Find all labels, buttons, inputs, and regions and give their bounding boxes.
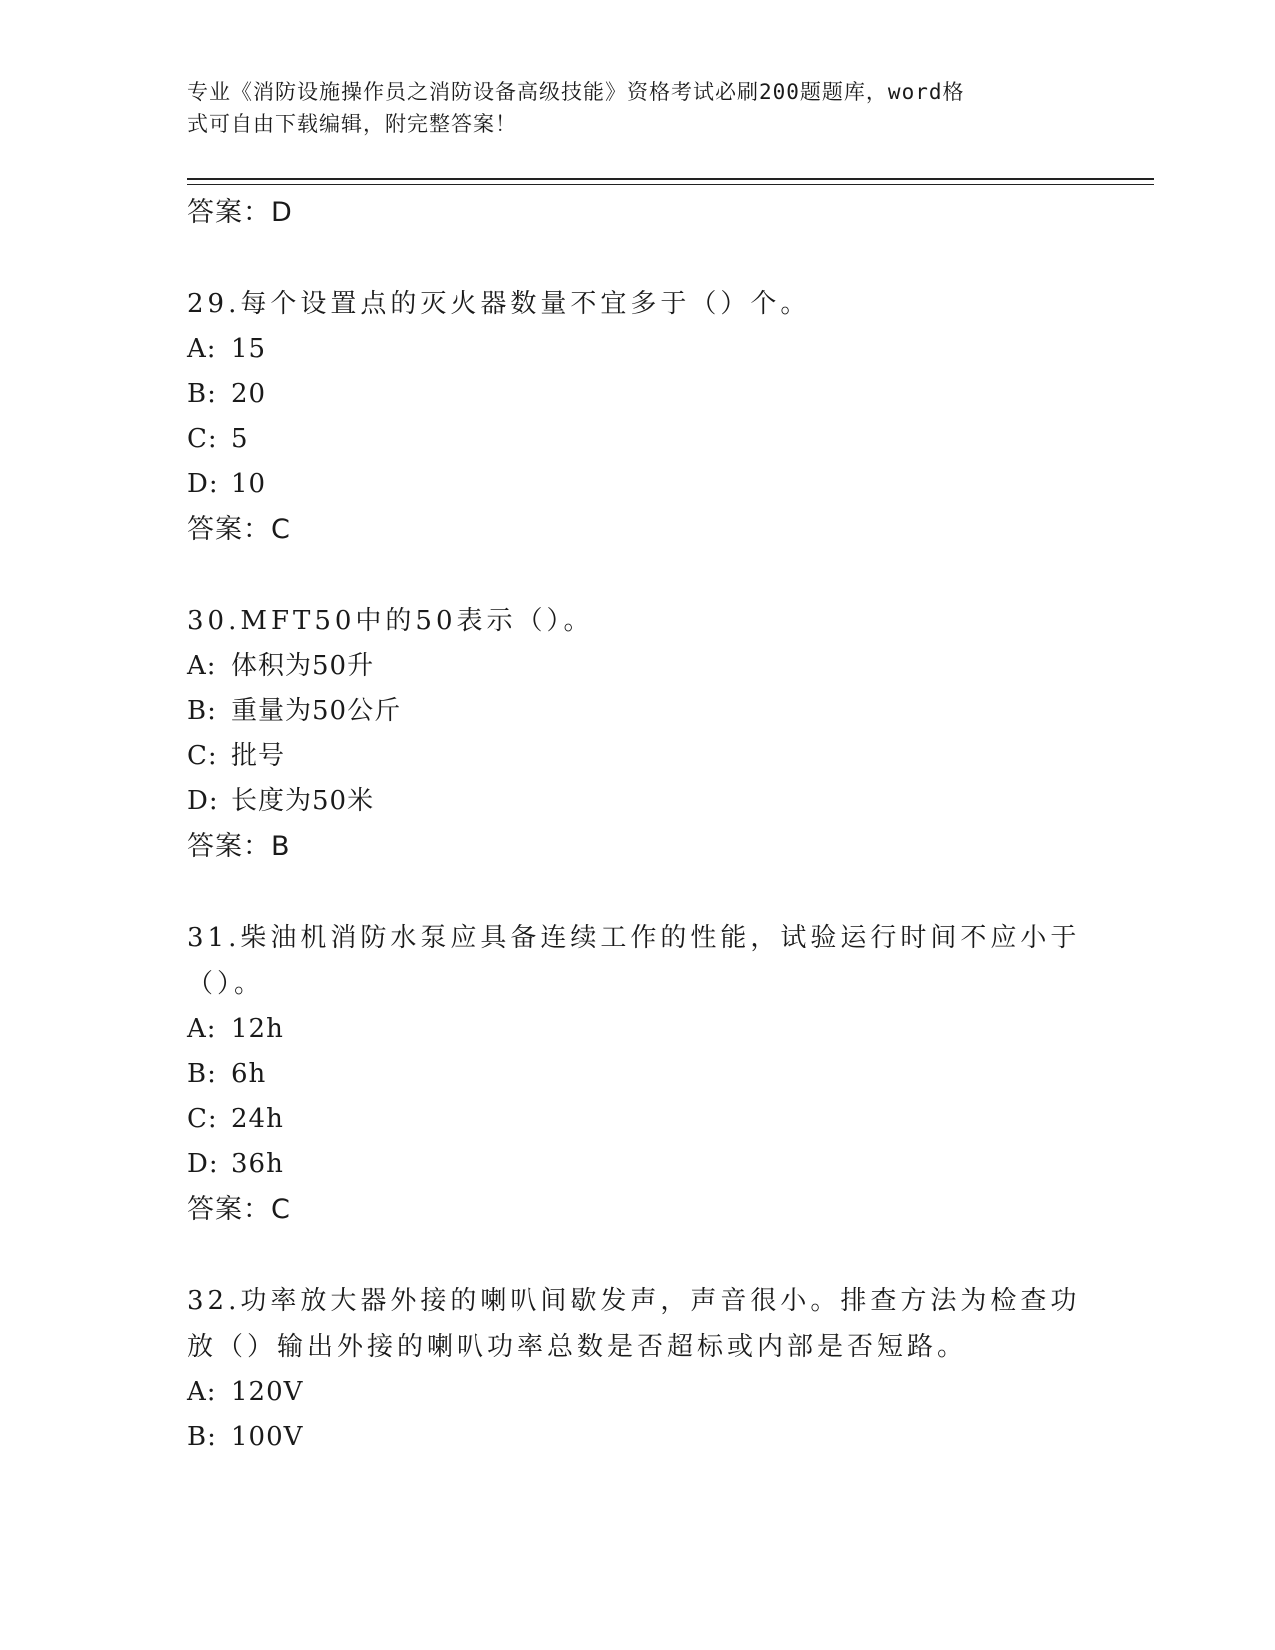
option-d	[187, 462, 1087, 507]
option-label: B:	[187, 1422, 217, 1452]
option-a	[187, 1007, 1087, 1052]
question-text: 30.MFT50中的50表示（）。	[187, 606, 594, 636]
option-b	[187, 1052, 1087, 1097]
option-c	[187, 417, 1087, 462]
header-line-2: 式可自由下载编辑，附完整答案！	[187, 112, 517, 136]
option-d	[187, 779, 1087, 824]
option-text: 12h	[231, 1014, 284, 1044]
option-label: C:	[187, 1104, 218, 1134]
spacer	[187, 870, 1087, 915]
header-divider	[187, 178, 1154, 180]
option-text: 36h	[231, 1149, 284, 1179]
option-a	[187, 1370, 1087, 1415]
question-text: 29.每个设置点的灭火器数量不宜多于（）个。	[187, 289, 811, 319]
option-d	[187, 1142, 1087, 1187]
option-text: 24h	[231, 1104, 284, 1134]
header-line-1: 专业《消防设施操作员之消防设备高级技能》资格考试必刷200题题库，word格	[187, 80, 965, 104]
option-label: A:	[187, 651, 217, 681]
option-label: B:	[187, 1059, 217, 1089]
option-text: 体积为50升	[231, 651, 375, 681]
question-text: 31.柴油机消防水泵应具备连续工作的性能，试验运行时间不应小于（）。	[187, 923, 1081, 999]
option-a	[187, 644, 1087, 689]
option-text: 长度为50米	[231, 786, 375, 816]
question-text: 32.功率放大器外接的喇叭间歇发声，声音很小。排查方法为检查功放（）输出外接的喇叭功率总数是否超标或内部是否短路。	[187, 1286, 1081, 1362]
spacer	[187, 1233, 1087, 1278]
answer-line: 答案：C	[187, 514, 291, 545]
option-text: 批号	[231, 741, 286, 771]
option-text: 5	[231, 424, 249, 454]
option-label: B:	[187, 696, 217, 726]
option-label: C:	[187, 741, 218, 771]
header-divider-thin	[187, 184, 1154, 185]
question-block	[187, 598, 1087, 870]
option-label: A:	[187, 334, 217, 364]
previous-answer: 答案：D	[187, 197, 293, 228]
question-block	[187, 915, 1087, 1233]
spacer	[187, 236, 1087, 281]
spacer	[187, 553, 1087, 598]
option-label: D:	[187, 1149, 219, 1179]
option-text: 100V	[231, 1422, 304, 1452]
option-label: A:	[187, 1377, 217, 1407]
question-block	[187, 1278, 1087, 1460]
option-label: A:	[187, 1014, 217, 1044]
option-label: D:	[187, 786, 219, 816]
option-text: 15	[231, 334, 267, 364]
question-list	[187, 190, 1087, 1460]
question-block	[187, 281, 1087, 553]
answer-line: 答案：C	[187, 1194, 291, 1225]
option-label: B:	[187, 379, 217, 409]
option-a	[187, 327, 1087, 372]
option-text: 10	[231, 469, 267, 499]
option-b	[187, 689, 1087, 734]
option-text: 6h	[231, 1059, 267, 1089]
option-text: 重量为50公斤	[231, 696, 402, 726]
option-text: 120V	[231, 1377, 304, 1407]
option-c	[187, 734, 1087, 779]
answer-line: 答案：B	[187, 831, 291, 862]
option-label: D:	[187, 469, 219, 499]
document-header	[187, 76, 1067, 140]
option-text: 20	[231, 379, 267, 409]
option-b	[187, 1415, 1087, 1460]
option-label: C:	[187, 424, 218, 454]
option-c	[187, 1097, 1087, 1142]
option-b	[187, 372, 1087, 417]
